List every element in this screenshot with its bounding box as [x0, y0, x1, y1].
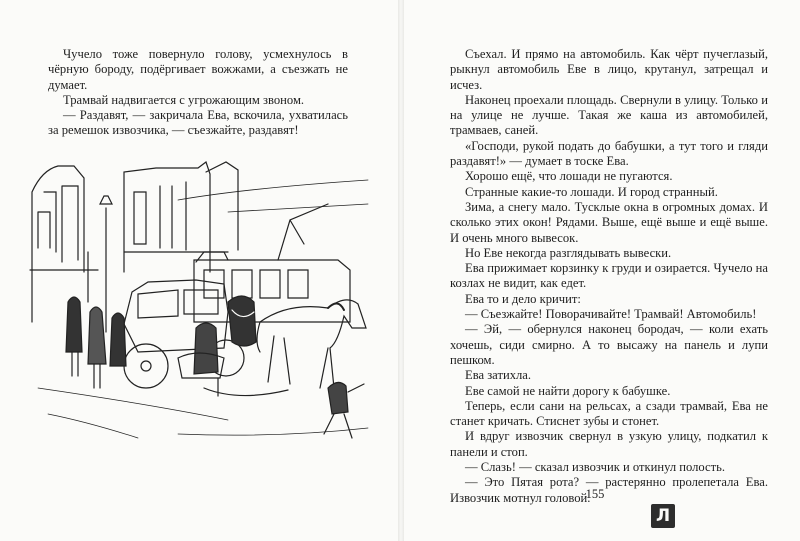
logo-letter: Л: [655, 506, 671, 526]
right-page-text: [450, 47, 768, 506]
paragraph: Ева прижимает корзинку к груди и озирается. Чучело на козлах не видит, как едет.: [450, 261, 768, 291]
paragraph: Но Еве некогда разглядывать вывески.: [465, 245, 672, 260]
paragraph: Ева то и дело кричит:: [465, 291, 581, 306]
paragraph: Ева затихла.: [465, 368, 532, 383]
paragraph: Чучело тоже повернуло голову, усмехнулось в чёрную бороду, подёргивает вожжами, а съезжать не думает.: [48, 47, 348, 92]
publisher-logo-icon: [651, 504, 675, 528]
paragraph: — Съезжайте! Поворачивайте! Трамвай! Автомобиль!: [465, 307, 757, 322]
paragraph: Еве самой не найти дорогу к бабушке.: [465, 383, 671, 398]
left-page-text: [48, 47, 348, 139]
paragraph: — Эй, — обернулся наконец бородач, — коли ехать хочешь, сиди смирно. А то высажу на панель и лупи пешком.: [450, 322, 768, 367]
paragraph: Съехал. И прямо на автомобиль. Как чёрт пучеглазый, рыкнул автомобиль Еве в лицо, крутанул, затрещал и исчез.: [450, 47, 768, 92]
paragraph: Зима, а снегу мало. Тусклые окна в огромных домах. И сколько этих окон! Рядами. Выше, ещё выше и ещё выше. И очень много вывесок.: [450, 199, 768, 245]
paragraph: Странные какие-то лошади. И город странный.: [465, 184, 718, 199]
paragraph: «Господи, рукой подать до бабушки, а тут того и гляди раздавят!» — думает в тоске Ева.: [450, 138, 768, 169]
page-number: 155: [585, 487, 605, 501]
paragraph: — Слазь! — сказал извозчик и откинул полость.: [465, 460, 726, 475]
paragraph: — Раздавят, — закричала Ева, вскочила, ухватилась за ремешок извозчика, — съезжайте, раздавят!: [48, 108, 348, 138]
paragraph: Хорошо ещё, что лошади не пугаются.: [465, 169, 673, 184]
paragraph: — Это Пятая рота? — растерянно пролепетала Ева. Извозчик мотнул головой.: [450, 475, 768, 505]
paragraph: Наконец проехали площадь. Свернули в улицу. Только и на улице не лучше. Такая же каша из автомобилей, трамваев, саней.: [450, 92, 768, 138]
right-page: [404, 0, 800, 541]
paragraph: И вдруг извозчик свернул в узкую улицу, подкатил к панели и стоп.: [450, 429, 768, 459]
paragraph: Трамвай надвигается с угрожающим звоном.: [63, 92, 305, 107]
street-scene-illustration: [28, 152, 380, 448]
left-page: [0, 0, 398, 541]
paragraph: Теперь, если сани на рельсах, а сзади трамвай, Ева не станет кричать. Стиснет зубы и стонет.: [450, 398, 768, 429]
